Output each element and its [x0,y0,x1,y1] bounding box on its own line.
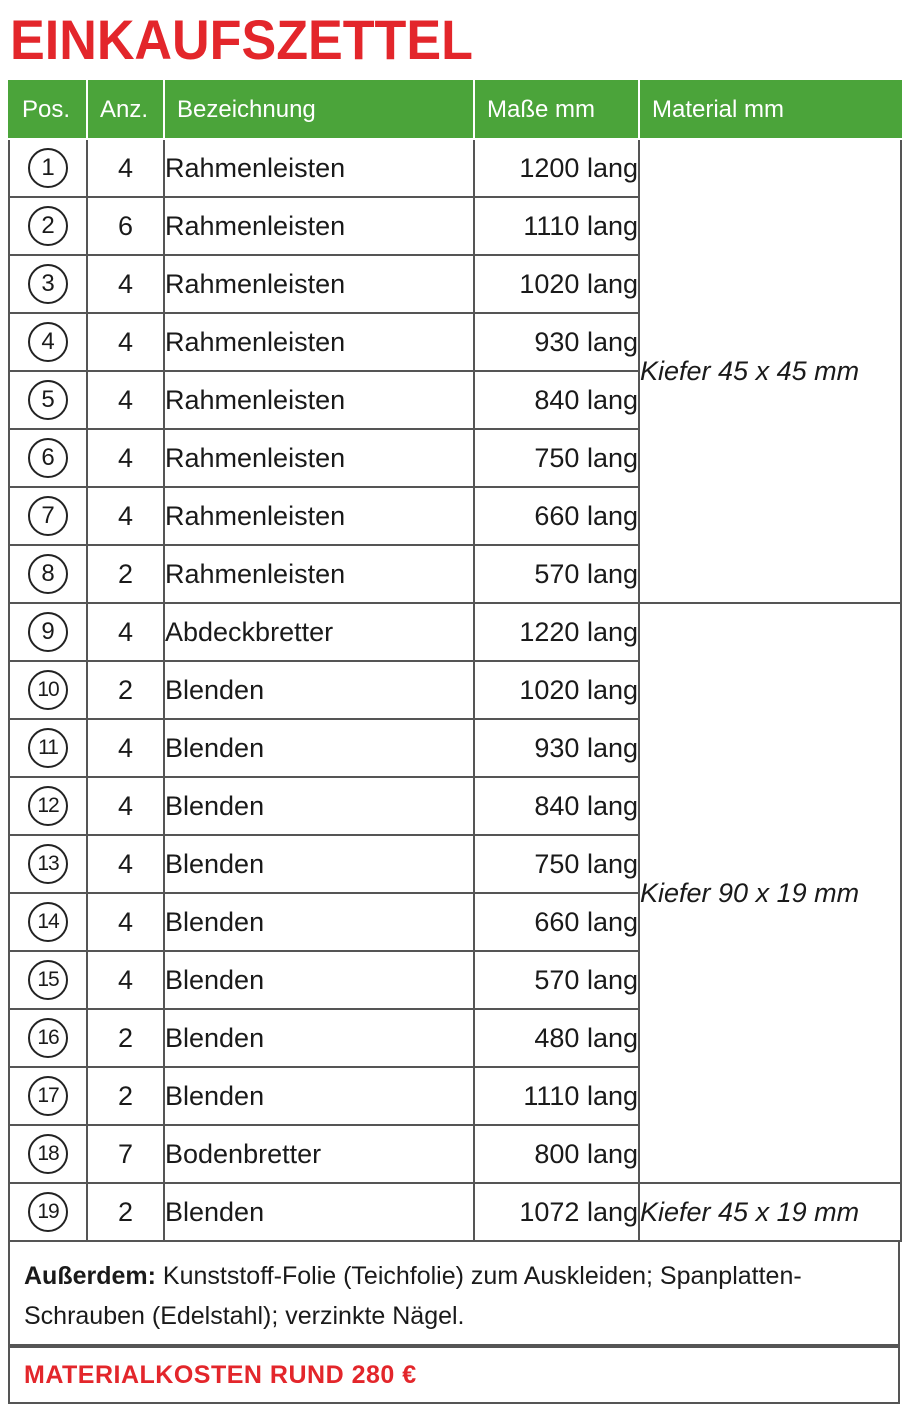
designation-cell: Rahmenleisten [164,255,474,313]
position-cell [9,1183,87,1241]
designation-cell: Blenden [164,661,474,719]
table-row [9,139,901,197]
dimension-cell: 930 lang [474,313,639,371]
material-cell: Kiefer 90 x 19 mm [639,603,901,1183]
position-cell [9,1009,87,1067]
quantity-cell: 4 [87,893,164,951]
position-badge: 12 [28,786,68,826]
table-row [9,1183,901,1241]
position-cell [9,603,87,661]
position-cell [9,835,87,893]
position-badge: 13 [28,844,68,884]
designation-cell: Rahmenleisten [164,429,474,487]
dimension-cell: 800 lang [474,1125,639,1183]
designation-cell: Blenden [164,951,474,1009]
position-cell [9,661,87,719]
quantity-cell: 4 [87,487,164,545]
position-badge: 19 [28,1192,68,1232]
dimension-cell: 1020 lang [474,255,639,313]
position-cell [9,371,87,429]
position-badge: 4 [28,322,68,362]
position-cell [9,951,87,1009]
position-badge: 5 [28,380,68,420]
position-cell [9,1125,87,1183]
position-cell [9,139,87,197]
header-masse: Maße mm [474,81,639,139]
designation-cell: Rahmenleisten [164,487,474,545]
position-cell [9,777,87,835]
position-badge: 11 [28,728,68,768]
position-cell [9,197,87,255]
position-badge: 8 [28,554,68,594]
position-cell [9,255,87,313]
quantity-cell: 4 [87,835,164,893]
dimension-cell: 930 lang [474,719,639,777]
position-badge: 2 [28,206,68,246]
quantity-cell: 4 [87,429,164,487]
dimension-cell: 840 lang [474,777,639,835]
quantity-cell: 4 [87,371,164,429]
quantity-cell: 4 [87,951,164,1009]
designation-cell: Rahmenleisten [164,197,474,255]
designation-cell: Rahmenleisten [164,139,474,197]
dimension-cell: 750 lang [474,835,639,893]
designation-cell: Blenden [164,777,474,835]
designation-cell: Blenden [164,1183,474,1241]
dimension-cell: 570 lang [474,951,639,1009]
designation-cell: Abdeckbretter [164,603,474,661]
table-row [9,603,901,661]
dimension-cell: 1220 lang [474,603,639,661]
position-cell [9,719,87,777]
quantity-cell: 4 [87,255,164,313]
dimension-cell: 1020 lang [474,661,639,719]
header-bezeichnung: Bezeichnung [164,81,474,139]
note-lead: Außerdem: [24,1262,156,1290]
quantity-cell: 6 [87,197,164,255]
designation-cell: Blenden [164,893,474,951]
dimension-cell: 1110 lang [474,1067,639,1125]
quantity-cell: 2 [87,661,164,719]
quantity-cell: 4 [87,603,164,661]
shopping-list-table [8,80,902,1242]
material-cell: Kiefer 45 x 45 mm [639,139,901,603]
designation-cell: Blenden [164,1067,474,1125]
position-badge: 3 [28,264,68,304]
header-pos: Pos. [9,81,87,139]
position-cell [9,487,87,545]
position-badge: 16 [28,1018,68,1058]
quantity-cell: 2 [87,545,164,603]
designation-cell: Blenden [164,835,474,893]
position-badge: 7 [28,496,68,536]
header-material: Material mm [639,81,901,139]
position-cell [9,313,87,371]
position-badge: 10 [28,670,68,710]
dimension-cell: 660 lang [474,893,639,951]
position-badge: 17 [28,1076,68,1116]
dimension-cell: 660 lang [474,487,639,545]
quantity-cell: 2 [87,1183,164,1241]
dimension-cell: 1072 lang [474,1183,639,1241]
designation-cell: Rahmenleisten [164,313,474,371]
position-badge: 9 [28,612,68,652]
dimension-cell: 480 lang [474,1009,639,1067]
page-title: EINKAUFSZETTEL [10,8,473,71]
dimension-cell: 1110 lang [474,197,639,255]
material-cost-total: MATERIALKOSTEN RUND 280 € [8,1346,900,1404]
quantity-cell: 4 [87,719,164,777]
header-anz: Anz. [87,81,164,139]
designation-cell: Bodenbretter [164,1125,474,1183]
position-badge: 18 [28,1134,68,1174]
additional-materials-note [8,1242,900,1346]
quantity-cell: 4 [87,313,164,371]
position-cell [9,893,87,951]
position-badge: 1 [28,148,68,188]
position-cell [9,545,87,603]
quantity-cell: 2 [87,1067,164,1125]
quantity-cell: 4 [87,139,164,197]
designation-cell: Rahmenleisten [164,545,474,603]
dimension-cell: 570 lang [474,545,639,603]
quantity-cell: 7 [87,1125,164,1183]
dimension-cell: 1200 lang [474,139,639,197]
position-cell [9,429,87,487]
dimension-cell: 840 lang [474,371,639,429]
dimension-cell: 750 lang [474,429,639,487]
position-badge: 15 [28,960,68,1000]
material-cell: Kiefer 45 x 19 mm [639,1183,901,1241]
designation-cell: Rahmenleisten [164,371,474,429]
table-header-row [9,81,901,139]
position-badge: 14 [28,902,68,942]
note-text: Kunststoff-Folie (Teichfolie) zum Auskleiden; Spanplatten-Schrauben (Edelstahl); verzinkte Nägel. [24,1262,802,1330]
position-cell [9,1067,87,1125]
quantity-cell: 4 [87,777,164,835]
designation-cell: Blenden [164,719,474,777]
quantity-cell: 2 [87,1009,164,1067]
position-badge: 6 [28,438,68,478]
designation-cell: Blenden [164,1009,474,1067]
